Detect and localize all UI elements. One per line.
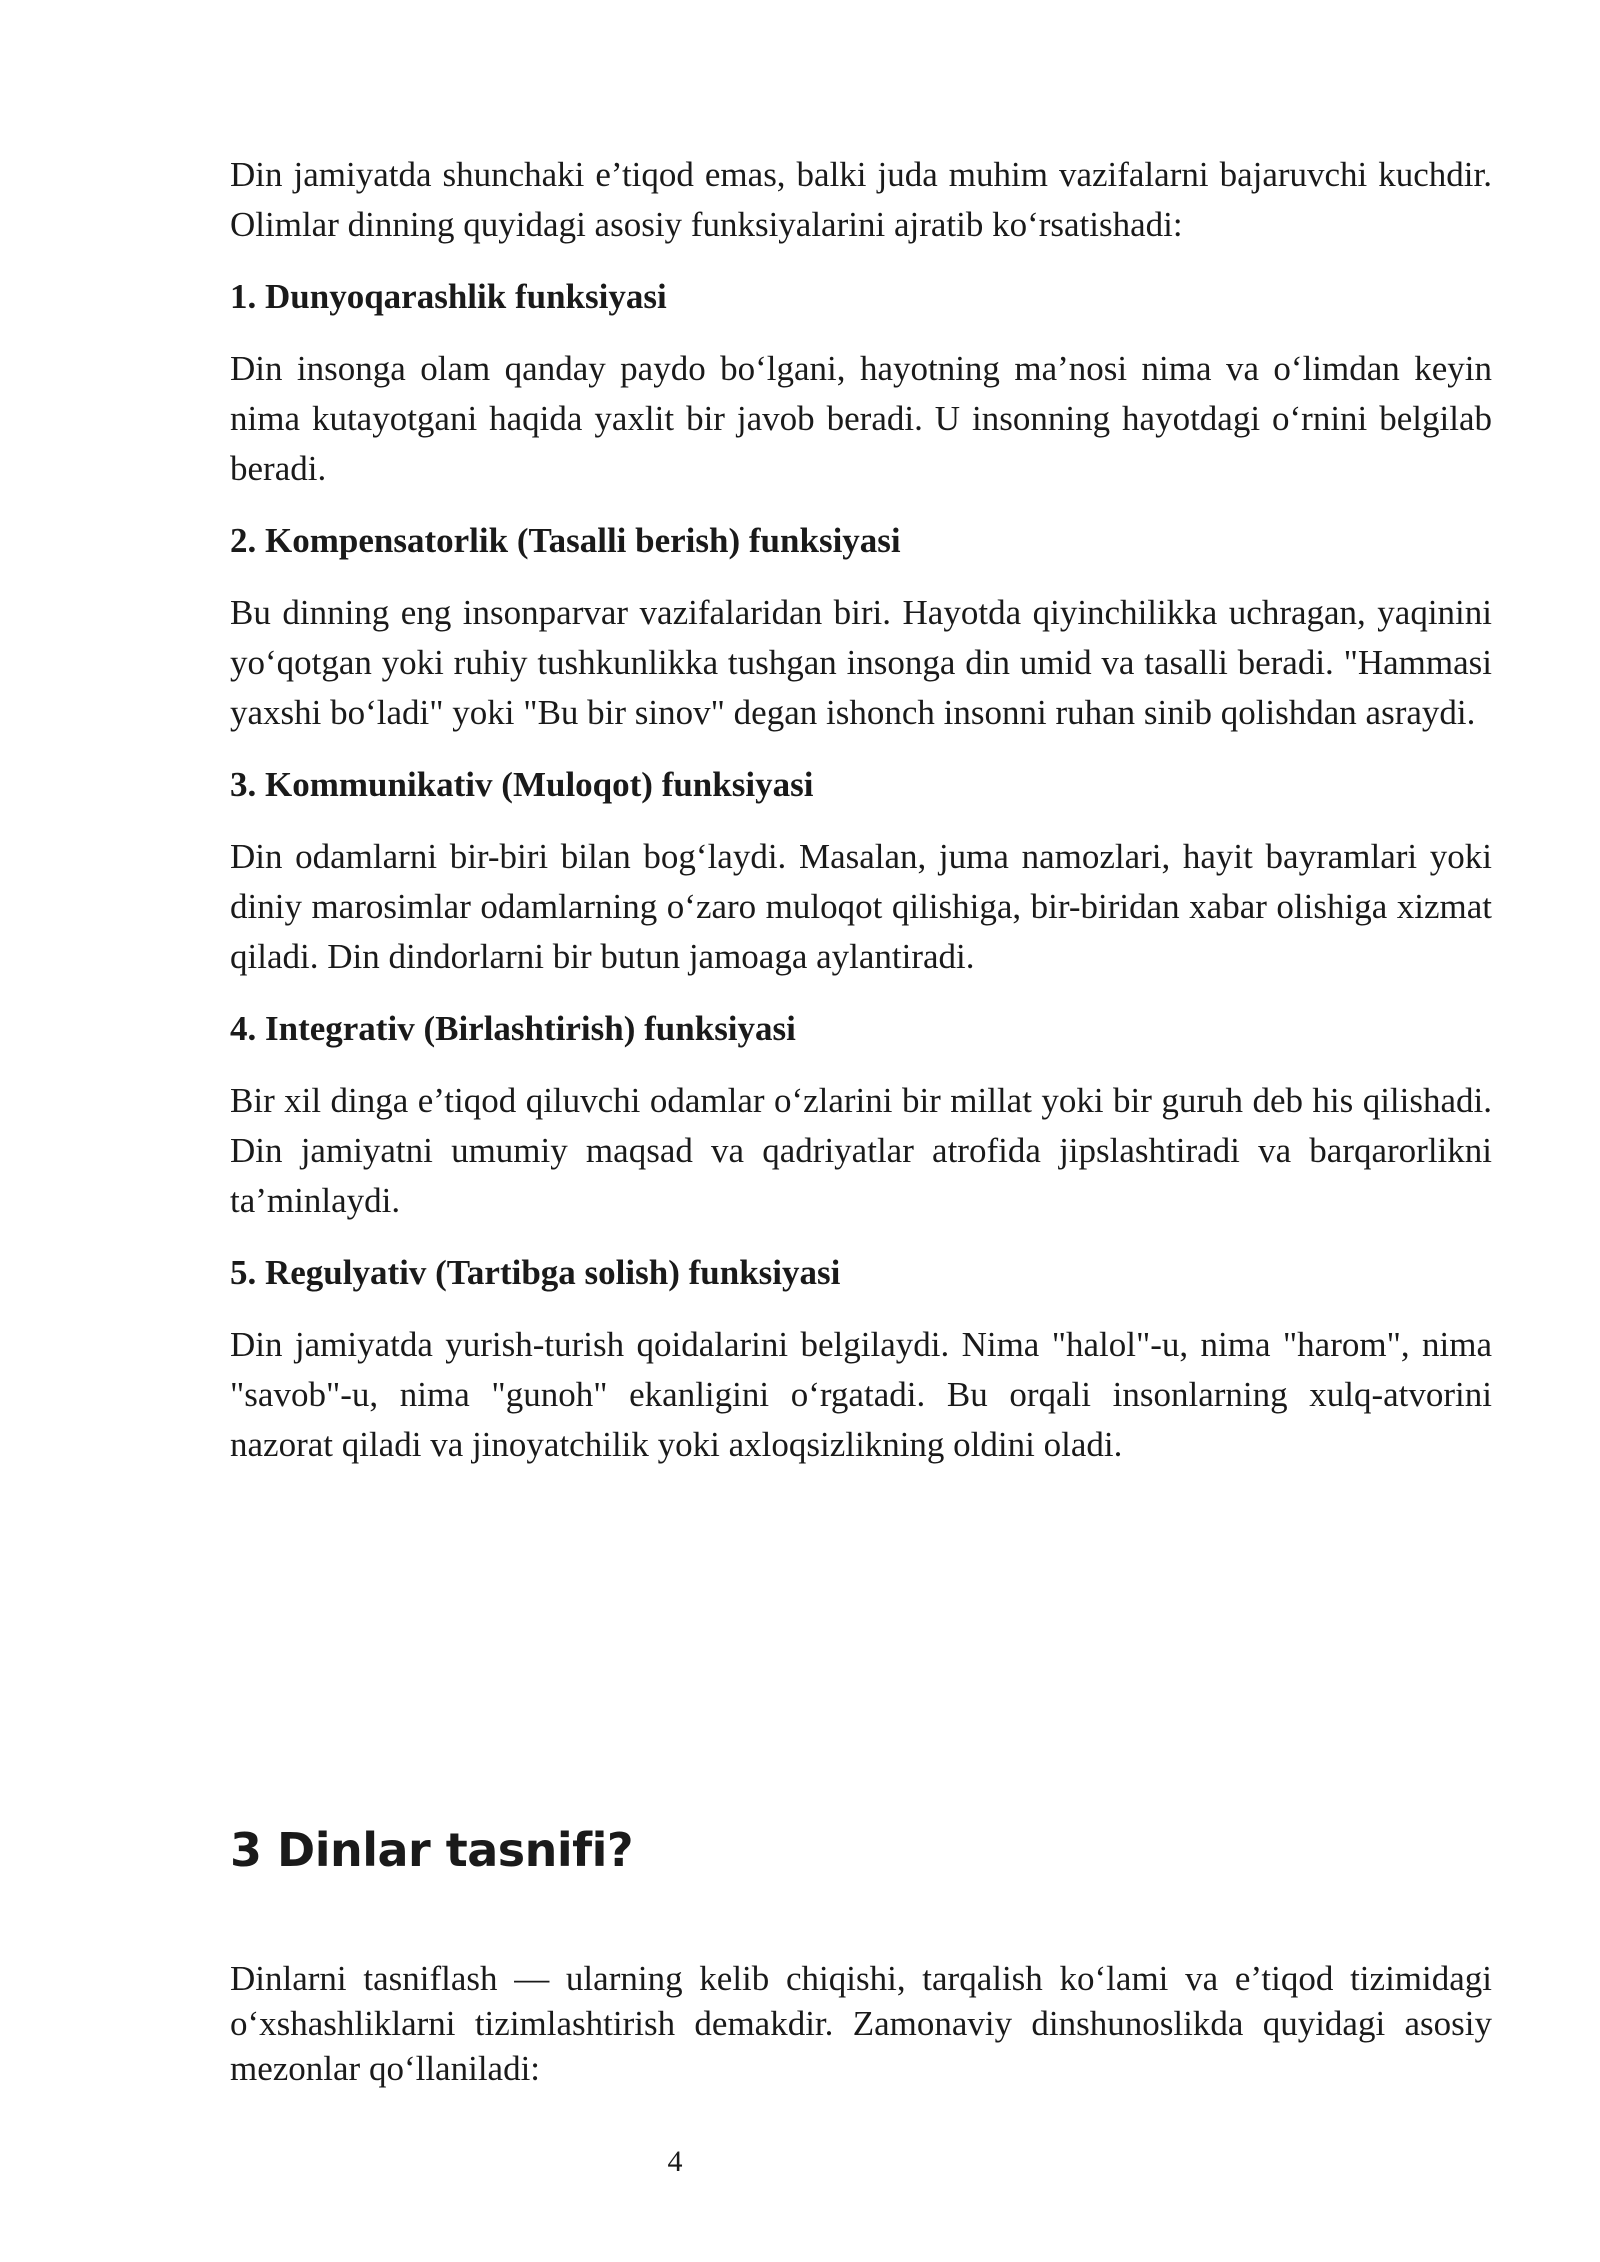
function-heading-4: 4. Integrativ (Birlashtirish) funksiyasi [230,1009,796,1048]
function-heading-3: 3. Kommunikativ (Muloqot) funksiyasi [230,765,814,804]
function-text-2: Bu dinning eng insonparvar vazifalaridan biri. Hayotda qiyinchilikka uchragan, yaqinini yo‘qotgan yoki ruhiy tushkunlikka tushgan insonga din umid va tasalli beradi. "Hammasi yaxshi bo‘ladi" yoki "Bu bir sinov" degan ishonch insonni ruhan sinib qolishdan asraydi. [230,593,1492,732]
page-number: 4 [667,2145,683,2178]
function-text-3: Din odamlarni bir-biri bilan bog‘laydi. Masalan, juma namozlari, hayit bayramlari yoki diniy marosimlar odamlarning o‘zaro muloqot qilishiga, bir-biridan xabar olishiga xizmat qiladi. Din dindorlarni bir butun jamoaga aylantiradi. [230,837,1492,976]
function-heading-1: 1. Dunyoqarashlik funksiyasi [230,277,667,316]
function-text-5: Din jamiyatda yurish-turish qoidalarini belgilaydi. Nima "halol"-u, nima "harom", nima "savob"-u, nima "gunoh" ekanligini o‘rgatadi. Bu orqali insonlarning xulq-atvorini nazorat qiladi va jinoyatchilik yoki axloqsizlikning oldini oladi. [230,1325,1492,1464]
function-text-1: Din insonga olam qanday paydo bo‘lgani, hayotning ma’nosi nima va o‘limdan keyin nima kutayotgani haqida yaxlit bir javob beradi. U insonning hayotdagi o‘rnini belgilab beradi. [230,349,1492,488]
classification-section [230,1820,1492,2091]
functions-content [230,150,1492,1470]
section-paragraph: Dinlarni tasniflash — ularning kelib chiqishi, tarqalish ko‘lami va e’tiqod tizimidagi o‘xshashliklarni tizimlashtirish demakdir. Zamonaviy dinshunoslikda quyidagi asosiy mezonlar qo‘llaniladi: [230,1959,1492,2088]
function-text-4: Bir xil dinga e’tiqod qiluvchi odamlar o‘zlarini bir millat yoki bir guruh deb his qilishadi. Din jamiyatni umumiy maqsad va qadriyatlar atrofida jipslashtiradi va barqarorlikni ta’minlaydi. [230,1081,1492,1220]
intro-paragraph: Din jamiyatda shunchaki e’tiqod emas, balki juda muhim vazifalarni bajaruvchi kuchdir. Olimlar dinning quyidagi asosiy funksiyalarini ajratib ko‘rsatishadi: [230,155,1492,244]
function-heading-5: 5. Regulyativ (Tartibga solish) funksiyasi [230,1253,841,1292]
section-title: 3 Dinlar tasnifi? [230,1823,634,1877]
function-heading-2: 2. Kompensatorlik (Tasalli berish) funksiyasi [230,521,901,560]
